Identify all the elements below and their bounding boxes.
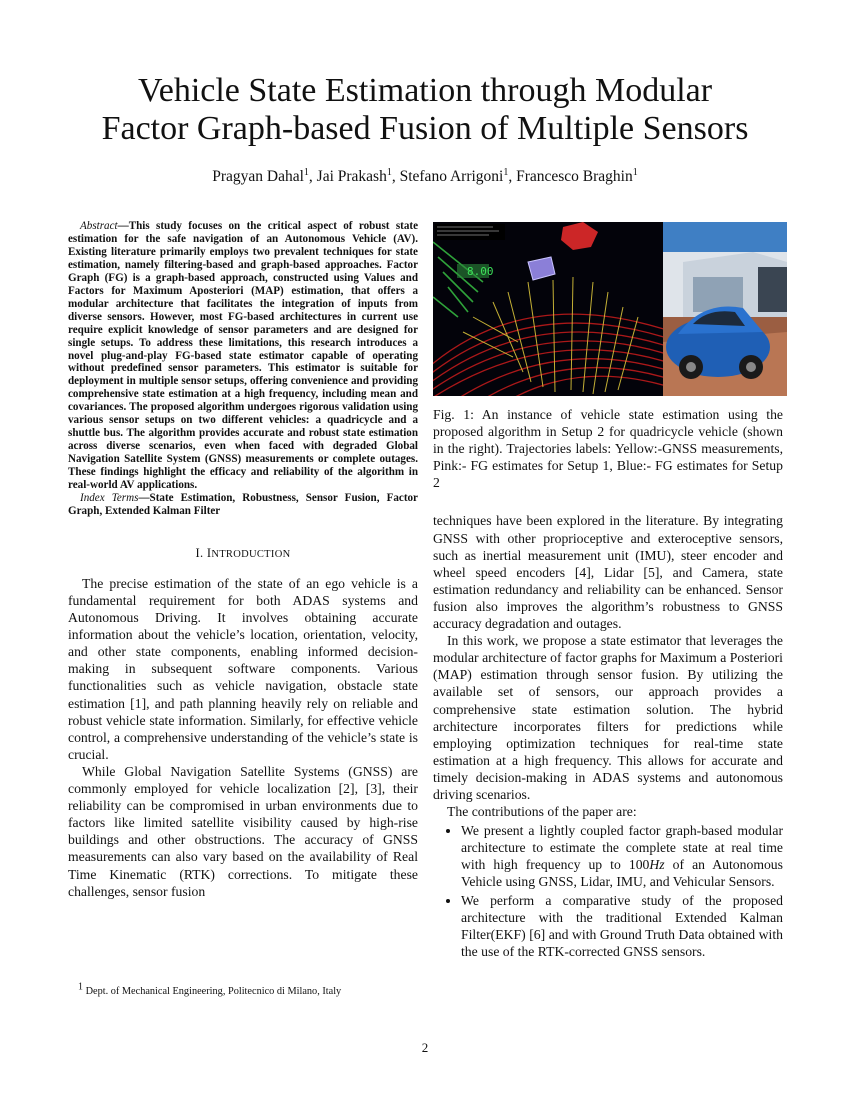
index-terms-text: —State Estimation, Robustness, Sensor Fusion, Factor Graph, Extended Kalman Filter [68,492,418,517]
author-affiliation: 1 [503,166,509,178]
footnote-mark: 1 [78,981,83,993]
section-heading-introduction: I. INTRODUCTION [195,545,291,560]
paper-title [40,72,810,148]
trajectory-visualization [433,222,663,396]
title-line-2: Factor Graph-based Fusion of Multiple Sensors [101,110,749,147]
author-name: Stefano Arrigoni [399,168,504,185]
title-line-1: Vehicle State Estimation through Modular [137,72,713,109]
author-affiliation: 1 [632,166,638,178]
footnote [78,981,418,997]
figure-1 [433,222,787,396]
author-affiliation: 1 [386,166,392,178]
right-paragraph-2: In this work, we propose a state estimator that leverages the modular architecture of factor graphs for Maximum a Posteriori (MAP) estimation through sensor fusion. By utilizing the available set of sensors, our approach provides a comprehensive state estimation solution. The hybrid architecture incorporates filters for predictions while employing optimization techniques for real-time state estimation at a high frequency. This allows for accurate and timely decision-making in ADAS systems and autonomous driving scenarios. [433,633,783,802]
contributions-list [433,822,783,960]
author-name: Pragyan Dahal [212,168,304,185]
contributions-intro: The contributions of the paper are: [447,804,637,820]
right-paragraph-1: techniques have been explored in the literature. By integrating GNSS with other proprioceptive and exteroceptive sensors, such as inertial measurement unit (IMU), steer encoder and wheel speed encoders [4], Lidar [5], and Camera, state estimation redundancy and reliability can be enhanced. Sensor fusion also improves the algorithm’s robustness to GNSS accuracy degradation and outages. [433,513,783,632]
footnote-text: Dept. of Mechanical Engineering, Politecnico di Milano, Italy [85,986,342,997]
right-column [433,222,783,961]
left-column [68,220,418,900]
figure-vehicle-photo [663,222,787,396]
fig-overlay-value: 8.00 [467,265,494,278]
intro-paragraph-1: The precise estimation of the state of an ego vehicle is a fundamental requirement for both ADAS systems and Autonomous Driving. It involves obtaining accurate information about the vehicle’s location, orientation, velocity, and other state components, enabling informed decision-making in subsequent software components. Various functionalities such as vehicle navigation, obstacle state estimation [1], and path planning heavily rely on reliable and robust vehicle state information. Similarly, for effective vehicle control, a comprehensive understanding of the vehicle’s state is crucial. [68,575,418,762]
figure-caption: Fig. 1: An instance of vehicle state estimation using the proposed algorithm in Setup 2 for quadricycle vehicle (shown in the right). Trajectories labels: Yellow:-GNSS measurements, Pink:- FG estimates for Setup 1, Blue:- FG estimates for Setup 2 [433,407,783,491]
abstract-text: —This study focuses on the critical aspect of robust state estimation for the safe navigation of an Autonomous Vehicle (AV). Existing literature primarily employs two prevalent techniques for state estimation, namely filtering-based and graph-based approaches. Factor Graph (FG) is a graph-based approach, constructed using Values and Factors for Maximum Aposteriori (MAP) estimation, that offers a modular architecture that facilitates the integration of inputs from diverse sensors. However, most FG-based architectures in current use require explicit knowledge of sensor parameters and are designed for single setups. To address these limitations, this research introduces a novel plug-and-play FG-based state estimator capable of operating without predefined sensor parameters. This estimator is suitable for deployment in multiple sensor setups, offering convenience and providing comprehensive state estimation at a high frequency, including mean and covariances. The proposed algorithm undergoes rigorous validation using various sensor setups on two different vehicles: a quadricycle and a shuttle bus. The algorithm provides accurate and robust state estimation across diverse scenarios, even when faced with degraded Global Navigation Satellite System (GNSS) measurements or complete outages. These findings highlight the efficacy and reliability of the algorithm in real-world AV applications. [68,220,418,492]
author-name: Francesco Braghin [516,168,633,185]
index-terms-label: Index Terms [80,492,139,505]
index-terms [68,492,418,518]
abstract-label: Abstract [80,220,118,232]
intro-paragraph-2: While Global Navigation Satellite Systems (GNSS) are commonly employed for vehicle localization [2], [3], their reliability can be compromised in urban environments due to factors like limited satellite visibility caused by high-rise buildings and other obstructions. The accuracy of GNSS measurements can also vary based on the availability of Real Time Kinematic (RTK) corrections. To mitigate these challenges, sensor fusion [68,763,418,899]
figure-visualization-panel [433,222,663,396]
author-affiliation: 1 [303,166,309,178]
contribution-item: • We perform a comparative study of the proposed architecture with the traditional Extended Kalman Filter(EKF) [6] and with Ground Truth Data obtained with the use of the RTK-corrected GNSS sensors. [461,892,783,960]
vehicle-photo-illustration [663,222,787,396]
page-number: 2 [421,1040,429,1055]
author-name: Jai Prakash [316,168,387,185]
contribution-item: • We present a lightly coupled factor graph-based modular architecture to estimate the complete state at real time with high frequency up to 100Hz of an Autonomous Vehicle using GNSS, Lidar, IMU, and Vehicular Sensors. [461,822,783,890]
author-list: Pragyan Dahal$^1$, Jai Prakash$^1$, Stefano Arrigoni$^1$, Francesco Braghin$^1$ [212,166,638,185]
abstract [68,220,418,492]
